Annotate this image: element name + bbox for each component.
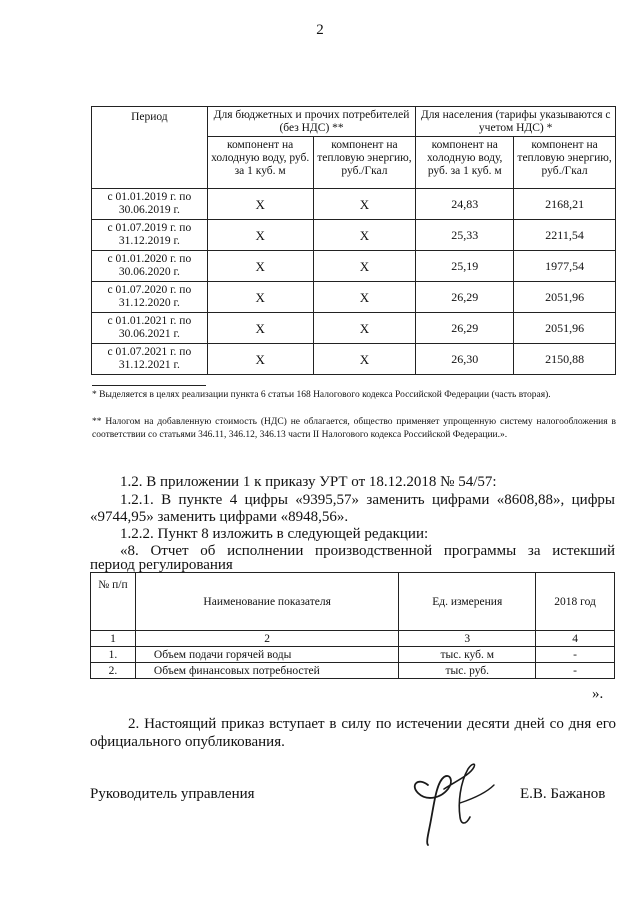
period-cell: с 01.01.2021 г. по 30.06.2021 г. xyxy=(92,313,208,344)
name-header: Наименование показателя xyxy=(135,573,398,631)
index-cell: 3 xyxy=(399,631,536,647)
item-8-line2: период регулирования xyxy=(90,557,233,573)
num-header: № п/п xyxy=(91,573,136,631)
budget-heat-cell: Х xyxy=(313,251,416,282)
budget-cold-cell: Х xyxy=(207,251,313,282)
pop-heat-cell: 2150,88 xyxy=(514,344,616,375)
budget-cold-cell: Х xyxy=(207,220,313,251)
table-row xyxy=(92,189,616,220)
pop-heat-cell: 2168,21 xyxy=(514,189,616,220)
period-cell: с 01.07.2021 г. по 31.12.2021 г. xyxy=(92,344,208,375)
budget-heat-cell: Х xyxy=(313,344,416,375)
pop-cold-header: компонент на холодную воду, руб. за 1 куб. м xyxy=(416,137,514,189)
table-row xyxy=(92,220,616,251)
table-row xyxy=(92,251,616,282)
paragraph-1-2: 1.2. В приложении 1 к приказу УРТ от 18.12.2018 № 54/57: xyxy=(120,474,497,490)
pop-cold-cell: 25,33 xyxy=(416,220,514,251)
closing-quote: ». xyxy=(592,686,604,702)
index-cell: 2 xyxy=(135,631,398,647)
index-cell: 1 xyxy=(91,631,136,647)
row-value: - xyxy=(536,647,615,663)
budget-heat-cell: Х xyxy=(313,313,416,344)
item-8-line1: «8. Отчет об исполнении производственной программы за истекший xyxy=(120,543,615,559)
budget-cold-cell: Х xyxy=(207,189,313,220)
signer-position: Руководитель управления xyxy=(90,786,255,802)
pop-heat-cell: 2051,96 xyxy=(514,313,616,344)
report-table xyxy=(90,572,615,679)
period-cell: с 01.01.2020 г. по 30.06.2020 г. xyxy=(92,251,208,282)
final-paragraph-line2: официального опубликования. xyxy=(90,734,285,750)
paragraph-1-2-2: 1.2.2. Пункт 8 изложить в следующей редакции: xyxy=(120,526,429,542)
table-row xyxy=(92,344,616,375)
row-name: Объем финансовых потребностей xyxy=(135,663,398,679)
row-unit: тыс. руб. xyxy=(399,663,536,679)
pop-heat-cell: 1977,54 xyxy=(514,251,616,282)
budget-cold-header: компонент на холодную воду, руб. за 1 куб. м xyxy=(207,137,313,189)
index-row xyxy=(91,631,615,647)
period-cell: с 01.07.2020 г. по 31.12.2020 г. xyxy=(92,282,208,313)
period-cell: с 01.01.2019 г. по 30.06.2019 г. xyxy=(92,189,208,220)
budget-heat-cell: Х xyxy=(313,220,416,251)
pop-cold-cell: 26,29 xyxy=(416,282,514,313)
unit-header: Ед. измерения xyxy=(399,573,536,631)
pop-cold-cell: 25,19 xyxy=(416,251,514,282)
table-row xyxy=(91,663,615,679)
table-row xyxy=(92,313,616,344)
row-unit: тыс. куб. м xyxy=(399,647,536,663)
row-num: 1. xyxy=(91,647,136,663)
footnote-vat-exempt: ** Налогом на добавленную стоимость (НДС) не облагается, общество применяет упрощенную систему налогообложения в соответствии со статьями 346.11, 346.12, 346.13 части II Налогового кодекса Российской Федерации.». xyxy=(92,417,616,440)
pop-cold-cell: 24,83 xyxy=(416,189,514,220)
budget-cold-cell: Х xyxy=(207,282,313,313)
budget-group-header: Для бюджетных и прочих потребителей (без НДС) ** xyxy=(207,107,416,137)
footnote-vat-allocated: * Выделяется в целях реализации пункта 6 статьи 168 Налогового кодекса Российской Федерации (часть вторая). xyxy=(92,390,551,400)
pop-heat-header: компонент на тепловую энергию, руб./Гкал xyxy=(514,137,616,189)
budget-cold-cell: Х xyxy=(207,344,313,375)
pop-cold-cell: 26,30 xyxy=(416,344,514,375)
paragraph-1-2-1-line1: 1.2.1. В пункте 4 цифры «9395,57» заменить цифрами «8608,88», цифры xyxy=(120,492,615,508)
budget-heat-cell: Х xyxy=(313,189,416,220)
pop-cold-cell: 26,29 xyxy=(416,313,514,344)
budget-heat-cell: Х xyxy=(313,282,416,313)
population-group-header: Для населения (тарифы указываются с учетом НДС) * xyxy=(416,107,616,137)
handwritten-signature xyxy=(400,755,510,850)
footnote-divider xyxy=(92,385,206,386)
signer-name: Е.В. Бажанов xyxy=(520,786,606,802)
index-cell: 4 xyxy=(536,631,615,647)
pop-heat-cell: 2211,54 xyxy=(514,220,616,251)
row-name: Объем подачи горячей воды xyxy=(135,647,398,663)
table-row xyxy=(91,647,615,663)
row-num: 2. xyxy=(91,663,136,679)
year-header: 2018 год xyxy=(536,573,615,631)
final-paragraph-line1: 2. Настоящий приказ вступает в силу по истечении десяти дней со дня его xyxy=(128,716,616,732)
pop-heat-cell: 2051,96 xyxy=(514,282,616,313)
page-number: 2 xyxy=(316,22,324,38)
budget-heat-header: компонент на тепловую энергию, руб./Гкал xyxy=(313,137,416,189)
table-row xyxy=(92,282,616,313)
row-value: - xyxy=(536,663,615,679)
period-cell: с 01.07.2019 г. по 31.12.2019 г. xyxy=(92,220,208,251)
paragraph-1-2-1-line2: «9744,95» заменить цифрами «8948,56». xyxy=(90,509,349,525)
budget-cold-cell: Х xyxy=(207,313,313,344)
tariff-table xyxy=(91,106,616,375)
period-header: Период xyxy=(92,107,208,189)
